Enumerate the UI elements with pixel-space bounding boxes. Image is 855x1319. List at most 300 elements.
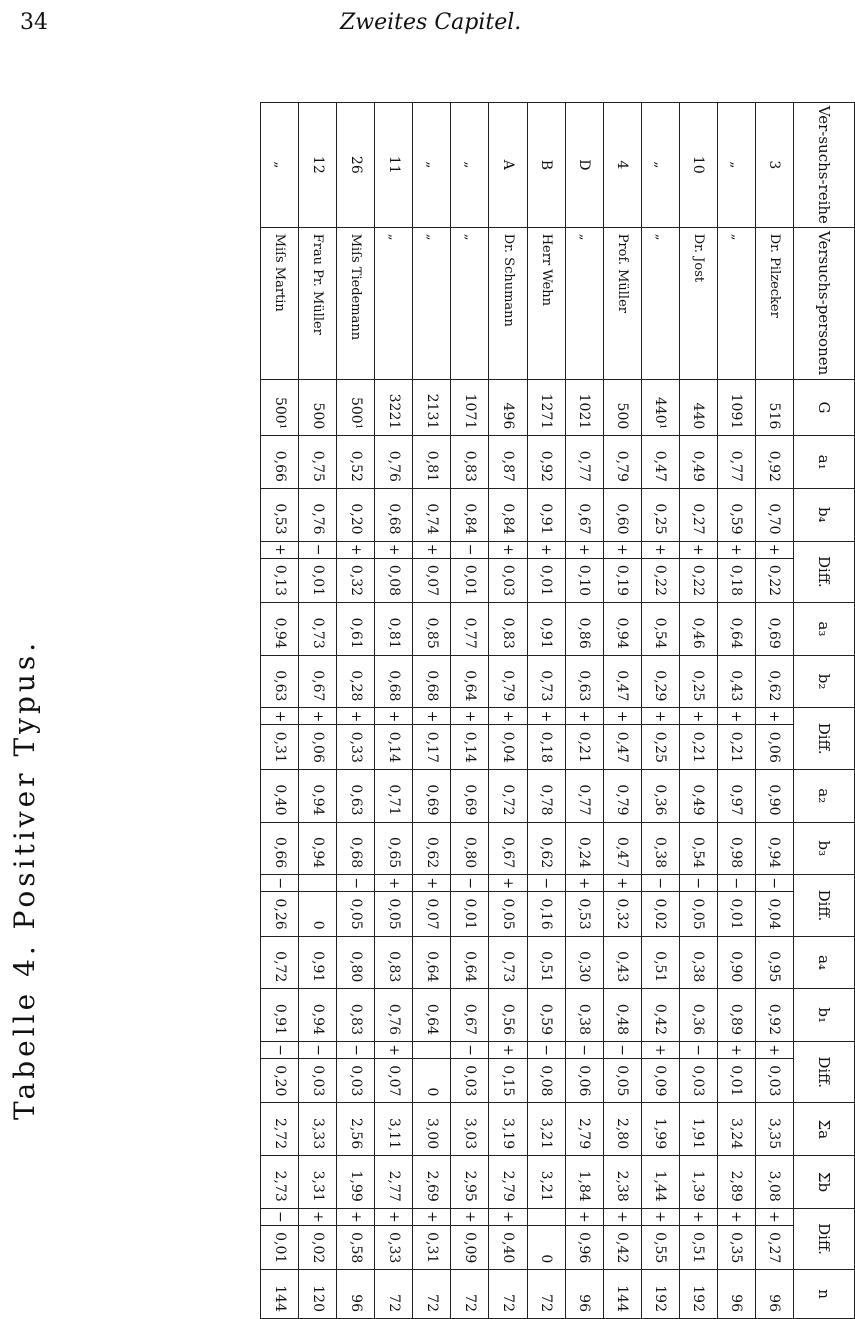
cell-b3: 0,65	[375, 822, 413, 875]
cell-diff4: 0,07	[375, 1058, 413, 1103]
cell-diff2: 0,18	[527, 725, 565, 770]
cell-a1: 0,83	[451, 436, 489, 489]
cell-a3: 0,46	[679, 603, 717, 656]
cell-g: 500¹	[337, 379, 375, 436]
cell-b4: 0,74	[413, 488, 451, 541]
cell-diff1: 0,03	[489, 558, 527, 603]
cell-sum-a: 3,24	[717, 1103, 755, 1156]
cell-b3: 0,24	[565, 822, 603, 875]
cell-diff4: 0,03	[679, 1058, 717, 1103]
cell-b3: 0,98	[717, 822, 755, 875]
cell-b4: 0,91	[527, 488, 565, 541]
cell-diff4-sign: +	[641, 1041, 679, 1058]
cell-b4: 0,27	[679, 488, 717, 541]
table-row	[565, 103, 603, 1319]
cell-a2: 0,49	[679, 769, 717, 822]
cell-diff5-sign: +	[717, 1208, 755, 1225]
cell-n: 72	[451, 1270, 489, 1319]
cell-diff5: 0,55	[641, 1225, 679, 1270]
cell-diff5-sign: +	[413, 1208, 451, 1225]
cell-sum-b: 1,84	[565, 1156, 603, 1209]
cell-g: 1271	[527, 379, 565, 436]
data-table	[260, 102, 855, 1319]
cell-n: 72	[375, 1270, 413, 1319]
cell-diff3-sign: −	[337, 875, 375, 892]
cell-person: „	[641, 227, 679, 379]
cell-a2: 0,79	[603, 769, 641, 822]
cell-diff1-sign: +	[527, 541, 565, 558]
cell-diff4-sign: −	[261, 1041, 299, 1058]
cell-a2: 0,36	[641, 769, 679, 822]
cell-diff5-sign: +	[489, 1208, 527, 1225]
cell-b1: 0,36	[679, 989, 717, 1042]
cell-b1: 0,48	[603, 989, 641, 1042]
cell-a3: 0,69	[755, 603, 793, 656]
cell-a1: 0,81	[413, 436, 451, 489]
running-head: Zweites Capitel.	[340, 10, 522, 35]
table-row	[413, 103, 451, 1319]
table-row	[489, 103, 527, 1319]
table-row	[527, 103, 565, 1319]
cell-diff1-sign: +	[261, 541, 299, 558]
cell-b2: 0,62	[755, 655, 793, 708]
cell-b3: 0,47	[603, 822, 641, 875]
table-row	[375, 103, 413, 1319]
cell-diff4-sign: −	[451, 1041, 489, 1058]
cell-diff3: 0	[299, 892, 337, 937]
header-sum-a: Σa	[794, 1103, 855, 1156]
cell-person: „	[375, 227, 413, 379]
cell-diff1-sign: +	[641, 541, 679, 558]
cell-sum-b: 2,69	[413, 1156, 451, 1209]
cell-b1: 0,83	[337, 989, 375, 1042]
cell-diff5: 0,51	[679, 1225, 717, 1270]
cell-person: Miſs Tiedemann	[337, 227, 375, 379]
cell-b1: 0,76	[375, 989, 413, 1042]
cell-diff5: 0,09	[451, 1225, 489, 1270]
header-versuchspersonen: Versuchs-personen	[794, 227, 855, 379]
cell-diff1: 0,22	[755, 558, 793, 603]
header-versuchsreihe: Ver-suchs-reihe	[794, 103, 855, 228]
header-diff-2: Diff.	[794, 708, 855, 769]
table-row	[299, 103, 337, 1319]
cell-a4: 0,90	[717, 936, 755, 989]
cell-g: 1021	[565, 379, 603, 436]
cell-diff4: 0,03	[451, 1058, 489, 1103]
cell-a1: 0,87	[489, 436, 527, 489]
cell-n: 72	[489, 1270, 527, 1319]
cell-diff3: 0,26	[261, 892, 299, 937]
cell-a2: 0,63	[337, 769, 375, 822]
cell-diff2-sign: +	[413, 708, 451, 725]
cell-diff4: 0,08	[527, 1058, 565, 1103]
cell-reihe: D	[565, 103, 603, 228]
cell-a1: 0,47	[641, 436, 679, 489]
cell-b1: 0,59	[527, 989, 565, 1042]
header-g: G	[794, 379, 855, 436]
cell-a1: 0,75	[299, 436, 337, 489]
header-diff-5: Diff.	[794, 1208, 855, 1269]
cell-diff3-sign: −	[451, 875, 489, 892]
cell-diff4: 0,01	[717, 1058, 755, 1103]
cell-diff1-sign: +	[375, 541, 413, 558]
cell-a3: 0,86	[565, 603, 603, 656]
cell-n: 144	[603, 1270, 641, 1319]
cell-a4: 0,83	[375, 936, 413, 989]
cell-diff5-sign: +	[641, 1208, 679, 1225]
cell-n: 96	[717, 1270, 755, 1319]
cell-diff2-sign: +	[603, 708, 641, 725]
cell-diff1-sign: +	[413, 541, 451, 558]
cell-b4: 0,84	[489, 488, 527, 541]
cell-g: 440¹	[641, 379, 679, 436]
cell-a1: 0,77	[717, 436, 755, 489]
cell-a4: 0,51	[641, 936, 679, 989]
cell-diff2-sign: +	[565, 708, 603, 725]
cell-a3: 0,64	[717, 603, 755, 656]
cell-a4: 0,64	[451, 936, 489, 989]
cell-b2: 0,25	[679, 655, 717, 708]
cell-diff5-sign: +	[299, 1208, 337, 1225]
cell-b4: 0,84	[451, 488, 489, 541]
cell-diff1: 0,32	[337, 558, 375, 603]
cell-a3: 0,94	[261, 603, 299, 656]
cell-diff1-sign: −	[451, 541, 489, 558]
table-row	[641, 103, 679, 1319]
table-row	[603, 103, 641, 1319]
cell-n: 72	[413, 1270, 451, 1319]
cell-diff1-sign: +	[565, 541, 603, 558]
cell-person: Frau Pr. Müller	[299, 227, 337, 379]
cell-sum-b: 1,99	[337, 1156, 375, 1209]
cell-sum-a: 2,72	[261, 1103, 299, 1156]
cell-b2: 0,64	[451, 655, 489, 708]
cell-diff3-sign: +	[603, 875, 641, 892]
cell-b2: 0,63	[565, 655, 603, 708]
header-b3: b₃	[794, 822, 855, 875]
cell-b4: 0,53	[261, 488, 299, 541]
header-a3: a₃	[794, 603, 855, 656]
cell-a4: 0,30	[565, 936, 603, 989]
cell-person: Dr. Schumann	[489, 227, 527, 379]
cell-diff3: 0,07	[413, 892, 451, 937]
cell-sum-b: 1,44	[641, 1156, 679, 1209]
cell-diff1-sign: +	[717, 541, 755, 558]
header-diff-1: Diff.	[794, 541, 855, 602]
cell-person: Dr. Jost	[679, 227, 717, 379]
cell-b1: 0,92	[755, 989, 793, 1042]
cell-sum-a: 1,99	[641, 1103, 679, 1156]
cell-sum-b: 2,79	[489, 1156, 527, 1209]
cell-diff5-sign: +	[451, 1208, 489, 1225]
cell-diff5: 0,01	[261, 1225, 299, 1270]
table-row	[679, 103, 717, 1319]
cell-g: 500	[299, 379, 337, 436]
cell-diff4: 0,05	[603, 1058, 641, 1103]
cell-diff2: 0,14	[375, 725, 413, 770]
cell-a4: 0,51	[527, 936, 565, 989]
cell-diff1: 0,01	[299, 558, 337, 603]
header-b4: b₄	[794, 488, 855, 541]
cell-g: 500	[603, 379, 641, 436]
cell-diff4-sign: +	[489, 1041, 527, 1058]
cell-diff2: 0,33	[337, 725, 375, 770]
cell-sum-b: 1,39	[679, 1156, 717, 1209]
cell-b1: 0,94	[299, 989, 337, 1042]
table-row	[451, 103, 489, 1319]
cell-b2: 0,67	[299, 655, 337, 708]
cell-diff3-sign: +	[413, 875, 451, 892]
cell-reihe: „	[641, 103, 679, 228]
cell-a2: 0,40	[261, 769, 299, 822]
cell-diff3: 0,16	[527, 892, 565, 937]
cell-a3: 0,81	[375, 603, 413, 656]
cell-n: 96	[337, 1270, 375, 1319]
cell-diff1: 0,22	[679, 558, 717, 603]
cell-diff3: 0,05	[337, 892, 375, 937]
cell-a1: 0,66	[261, 436, 299, 489]
cell-a4: 0,38	[679, 936, 717, 989]
cell-diff1: 0,18	[717, 558, 755, 603]
cell-a1: 0,49	[679, 436, 717, 489]
cell-sum-b: 3,08	[755, 1156, 793, 1209]
cell-diff5-sign: +	[337, 1208, 375, 1225]
header-b2: b₂	[794, 655, 855, 708]
cell-sum-a: 3,21	[527, 1103, 565, 1156]
cell-reihe: A	[489, 103, 527, 228]
cell-n: 120	[299, 1270, 337, 1319]
data-table-container	[260, 102, 855, 1319]
cell-diff1: 0,08	[375, 558, 413, 603]
cell-diff4-sign: −	[299, 1041, 337, 1058]
cell-diff4: 0,06	[565, 1058, 603, 1103]
header-a2: a₂	[794, 769, 855, 822]
cell-diff3: 0,01	[451, 892, 489, 937]
cell-diff5: 0,31	[413, 1225, 451, 1270]
cell-diff1: 0,10	[565, 558, 603, 603]
cell-diff5-sign: +	[603, 1208, 641, 1225]
cell-diff5: 0,96	[565, 1225, 603, 1270]
cell-b4: 0,70	[755, 488, 793, 541]
cell-diff2: 0,06	[299, 725, 337, 770]
cell-reihe: 3	[755, 103, 793, 228]
cell-b2: 0,73	[527, 655, 565, 708]
cell-diff2: 0,31	[261, 725, 299, 770]
cell-diff5: 0,02	[299, 1225, 337, 1270]
cell-diff2-sign: +	[375, 708, 413, 725]
cell-g: 500¹	[261, 379, 299, 436]
cell-diff4-sign: −	[603, 1041, 641, 1058]
cell-diff4: 0,15	[489, 1058, 527, 1103]
cell-g: 1071	[451, 379, 489, 436]
cell-diff3-sign: −	[679, 875, 717, 892]
cell-person: Miſs Martin	[261, 227, 299, 379]
cell-diff4: 0,03	[337, 1058, 375, 1103]
cell-diff2-sign: +	[755, 708, 793, 725]
cell-b4: 0,60	[603, 488, 641, 541]
cell-b4: 0,67	[565, 488, 603, 541]
cell-b1: 0,67	[451, 989, 489, 1042]
cell-b4: 0,68	[375, 488, 413, 541]
cell-person: „	[565, 227, 603, 379]
cell-diff3-sign: −	[641, 875, 679, 892]
cell-sum-a: 3,00	[413, 1103, 451, 1156]
cell-diff4-sign: −	[565, 1041, 603, 1058]
cell-diff3: 0,05	[375, 892, 413, 937]
cell-n: 96	[755, 1270, 793, 1319]
cell-g: 3221	[375, 379, 413, 436]
cell-reihe: „	[261, 103, 299, 228]
cell-diff3-sign: +	[565, 875, 603, 892]
cell-diff3: 0,01	[717, 892, 755, 937]
cell-diff4-sign: −	[527, 1041, 565, 1058]
cell-n: 144	[261, 1270, 299, 1319]
cell-diff2-sign: +	[679, 708, 717, 725]
cell-sum-a: 3,03	[451, 1103, 489, 1156]
cell-a3: 0,94	[603, 603, 641, 656]
cell-sum-b: 2,38	[603, 1156, 641, 1209]
cell-diff3: 0,04	[755, 892, 793, 937]
cell-b4: 0,25	[641, 488, 679, 541]
cell-a4: 0,80	[337, 936, 375, 989]
cell-sum-a: 2,80	[603, 1103, 641, 1156]
cell-diff5-sign	[527, 1208, 565, 1225]
cell-diff1: 0,19	[603, 558, 641, 603]
cell-diff5-sign: +	[679, 1208, 717, 1225]
page-number: 34	[20, 10, 48, 35]
header-sum-b: Σb	[794, 1156, 855, 1209]
cell-diff5-sign: +	[565, 1208, 603, 1225]
cell-diff1: 0,01	[451, 558, 489, 603]
cell-b3: 0,38	[641, 822, 679, 875]
cell-diff3-sign: −	[261, 875, 299, 892]
cell-b2: 0,68	[375, 655, 413, 708]
cell-b2: 0,79	[489, 655, 527, 708]
cell-b3: 0,62	[413, 822, 451, 875]
cell-a3: 0,61	[337, 603, 375, 656]
cell-n: 192	[679, 1270, 717, 1319]
cell-b3: 0,54	[679, 822, 717, 875]
cell-diff5-sign: −	[261, 1208, 299, 1225]
cell-g: 516	[755, 379, 793, 436]
cell-a3: 0,54	[641, 603, 679, 656]
cell-diff4-sign	[413, 1041, 451, 1058]
cell-a2: 0,72	[489, 769, 527, 822]
cell-person: Prof. Müller	[603, 227, 641, 379]
cell-diff2-sign: +	[717, 708, 755, 725]
cell-sum-b: 3,21	[527, 1156, 565, 1209]
cell-a1: 0,52	[337, 436, 375, 489]
cell-g: 1091	[717, 379, 755, 436]
cell-b3: 0,66	[261, 822, 299, 875]
cell-diff5: 0,40	[489, 1225, 527, 1270]
cell-diff3-sign: −	[527, 875, 565, 892]
header-diff-4: Diff.	[794, 1041, 855, 1102]
cell-diff2: 0,17	[413, 725, 451, 770]
cell-b2: 0,47	[603, 655, 641, 708]
cell-a2: 0,69	[451, 769, 489, 822]
header-diff-3: Diff.	[794, 875, 855, 936]
header-b1: b₁	[794, 989, 855, 1042]
cell-n: 72	[527, 1270, 565, 1319]
cell-g: 440	[679, 379, 717, 436]
cell-diff5: 0	[527, 1225, 565, 1270]
cell-a1: 0,79	[603, 436, 641, 489]
cell-diff1-sign: +	[755, 541, 793, 558]
cell-reihe: B	[527, 103, 565, 228]
cell-diff5: 0,42	[603, 1225, 641, 1270]
cell-a3: 0,83	[489, 603, 527, 656]
cell-diff2: 0,04	[489, 725, 527, 770]
cell-b3: 0,80	[451, 822, 489, 875]
cell-b2: 0,43	[717, 655, 755, 708]
cell-a2: 0,94	[299, 769, 337, 822]
cell-b1: 0,89	[717, 989, 755, 1042]
header-n: n	[794, 1270, 855, 1319]
cell-diff1: 0,22	[641, 558, 679, 603]
cell-diff2-sign: +	[489, 708, 527, 725]
cell-a2: 0,71	[375, 769, 413, 822]
cell-person: „	[413, 227, 451, 379]
cell-b4: 0,76	[299, 488, 337, 541]
cell-diff3-sign	[299, 875, 337, 892]
cell-a4: 0,95	[755, 936, 793, 989]
table-row	[261, 103, 299, 1319]
cell-sum-a: 2,56	[337, 1103, 375, 1156]
cell-diff3-sign: −	[717, 875, 755, 892]
cell-diff2-sign: +	[299, 708, 337, 725]
cell-diff2: 0,21	[679, 725, 717, 770]
cell-g: 2131	[413, 379, 451, 436]
cell-reihe: „	[451, 103, 489, 228]
cell-reihe: 12	[299, 103, 337, 228]
cell-person: Dr. Pilzecker	[755, 227, 793, 379]
cell-diff3: 0,53	[565, 892, 603, 937]
cell-sum-b: 2,89	[717, 1156, 755, 1209]
cell-b1: 0,42	[641, 989, 679, 1042]
cell-b2: 0,29	[641, 655, 679, 708]
cell-diff3: 0,32	[603, 892, 641, 937]
cell-a2: 0,69	[413, 769, 451, 822]
cell-diff4-sign: −	[337, 1041, 375, 1058]
cell-reihe: „	[413, 103, 451, 228]
cell-sum-b: 2,73	[261, 1156, 299, 1209]
cell-b3: 0,68	[337, 822, 375, 875]
cell-reihe: 26	[337, 103, 375, 228]
cell-diff1: 0,13	[261, 558, 299, 603]
cell-reihe: „	[717, 103, 755, 228]
cell-b1: 0,56	[489, 989, 527, 1042]
cell-diff2: 0,21	[717, 725, 755, 770]
cell-diff4: 0,09	[641, 1058, 679, 1103]
cell-person: „	[451, 227, 489, 379]
header-row	[794, 103, 855, 1319]
cell-diff4: 0,03	[299, 1058, 337, 1103]
cell-sum-a: 2,79	[565, 1103, 603, 1156]
cell-a4: 0,64	[413, 936, 451, 989]
cell-person: „	[717, 227, 755, 379]
cell-diff2-sign: +	[451, 708, 489, 725]
cell-sum-a: 3,35	[755, 1103, 793, 1156]
cell-a2: 0,77	[565, 769, 603, 822]
cell-sum-a: 3,11	[375, 1103, 413, 1156]
cell-diff3-sign: +	[489, 875, 527, 892]
cell-diff4: 0	[413, 1058, 451, 1103]
cell-b3: 0,67	[489, 822, 527, 875]
cell-b3: 0,94	[755, 822, 793, 875]
cell-reihe: 11	[375, 103, 413, 228]
cell-a3: 0,73	[299, 603, 337, 656]
